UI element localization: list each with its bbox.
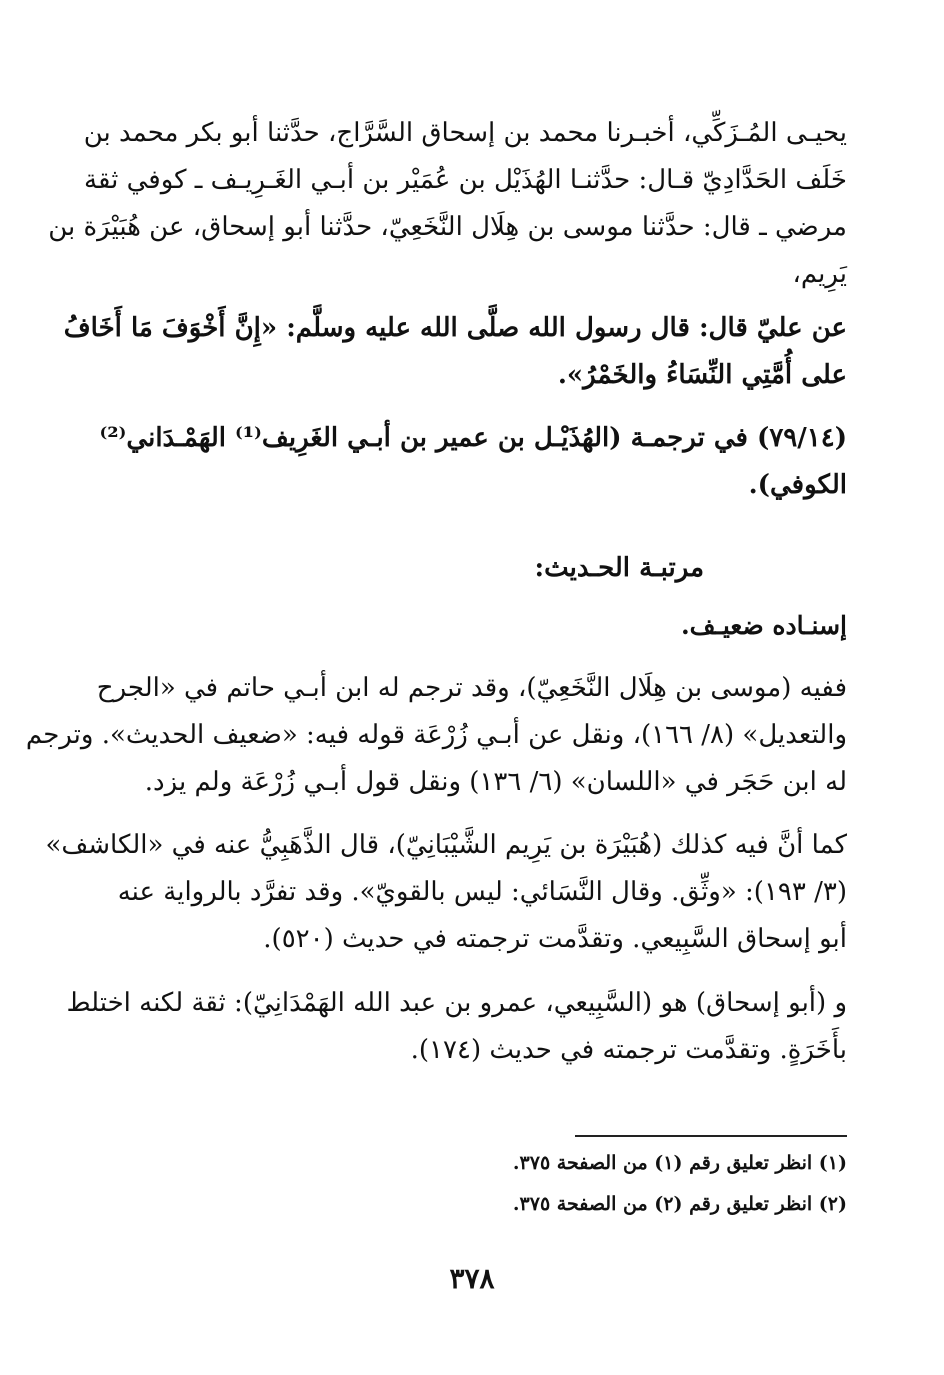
text-line: يحيـى المُـزَكِّي، أخبـرنا محمد بن إسحاق السَّرَّاج، حدَّثنا أبو بكر محمد بن bbox=[83, 118, 847, 148]
text-line: أبو إسحاق السَّبِيعي. وتقدَّمت ترجمته في حديث (٥٢٠). bbox=[263, 924, 847, 954]
paragraph-abu-ishaq bbox=[66, 980, 847, 1074]
footnote-divider bbox=[575, 1135, 847, 1137]
text-line: والتعديل» (٨/ ١٦٦)، ونقل عن أبـي زُرْعَة قوله فيه: «ضعيف الحديث». وترجم bbox=[25, 720, 847, 750]
paragraph-matn bbox=[63, 305, 847, 399]
text-line: خَلَف الحَدَّادِيّ قـال: حدَّثنـا الهُذَيْل بن عُمَيْر بن أبـي الغَـرِيـف ـ كوفي ثقة bbox=[84, 165, 847, 195]
text-line: و (أبو إسحاق) هو (السَّبِيعي، عمرو بن عبد الله الهَمْدَانِيّ): ثقة لكنه اختلط bbox=[66, 988, 847, 1018]
text-line: الكوفي). bbox=[748, 470, 847, 500]
paragraph-tarjama bbox=[95, 415, 847, 509]
text-line: له ابن حَجَر في «اللسان» (٦/ ١٣٦) ونقل قول أبـي زُرْعَة ولم يزد. bbox=[144, 767, 847, 797]
text-line: بأَخَرَةٍ. وتقدَّمت ترجمته في حديث (١٧٤). bbox=[410, 1035, 847, 1065]
footnote: (١) انظر تعليق رقم (١) من الصفحة ٣٧٥. bbox=[512, 1152, 847, 1174]
paragraph-hubayra bbox=[45, 822, 847, 963]
paragraph-isnad bbox=[48, 110, 847, 298]
page-number: ٣٧٨ bbox=[449, 1262, 495, 1295]
text-line: مرضي ـ قال: حدَّثنا موسى بن هِلَال النَّخَعِيّ، حدَّثنا أبو إسحاق، عن هُبَيْرَة بن bbox=[48, 212, 847, 242]
text-line: كما أنَّ فيه كذلك (هُبَيْرَة بن يَرِيم الشَّيْبَانِيّ)، قال الذَّهَبِيُّ عنه في «الكاشف» bbox=[45, 830, 847, 860]
text-line: (٣/ ١٩٣): «وثِّق. وقال النَّسَائي: ليس بالقويّ». وقد تفرَّد بالرواية عنه bbox=[117, 877, 847, 907]
section-heading: مرتبـة الحـديث: bbox=[534, 553, 704, 583]
footnote: (٢) انظر تعليق رقم (٢) من الصفحة ٣٧٥. bbox=[512, 1193, 847, 1215]
text-line: يَرِيم، bbox=[792, 259, 847, 289]
text-line: (٧٩/١٤) في ترجمـة (الهُذَيْـل بن عمير بن أبـي الغَرِيف⁽¹⁾ الهَمْـدَاني⁽²⁾ bbox=[99, 423, 847, 453]
text-line: على أُمَّتِي النِّسَاءُ والخَمْرُ». bbox=[557, 360, 847, 390]
text-line: عن عليّ قال: قال رسول الله صلَّى الله عليه وسلَّم: «إِنَّ أَخْوَفَ مَا أَخَافُ bbox=[63, 313, 847, 343]
text-line: ففيه (موسى بن هِلَال النَّخَعِيّ)، وقد ترجم له ابن أبـي حاتم في «الجرح bbox=[96, 673, 847, 703]
paragraph-musa bbox=[25, 665, 847, 806]
section-subheading: إسنـاده ضعيـف. bbox=[680, 611, 847, 640]
